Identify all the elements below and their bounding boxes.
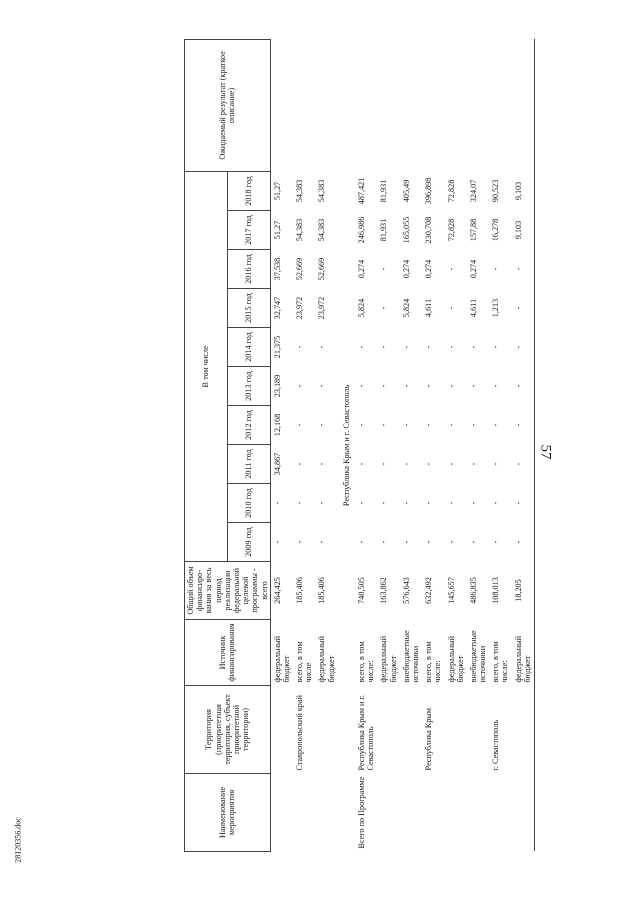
table-body-top — [270, 39, 338, 851]
year-value-cell: 0,274 — [357, 259, 366, 279]
year-value-cell: 54,383 — [295, 218, 305, 242]
year-value-cell: 37,538 — [272, 257, 282, 281]
territory-cell: Республика Крым — [424, 708, 434, 771]
year-value-cell: - — [491, 423, 501, 427]
year-value-cell: - — [357, 384, 366, 388]
year-value-cell: 0,274 — [424, 259, 434, 279]
year-value-cell: - — [272, 540, 282, 544]
year-value-cell: - — [446, 306, 456, 310]
year-value-cell: 5,824 — [401, 298, 411, 318]
territory-cell — [315, 686, 337, 774]
year-value-cell: - — [357, 462, 366, 466]
year-value-cell: - — [317, 345, 327, 349]
year-value-cell: 90,523 — [491, 179, 501, 203]
year-value-cell: - — [446, 462, 456, 466]
total-cell: 486,835 — [468, 577, 478, 604]
total-cell: 576,643 — [401, 577, 411, 604]
territory-cell — [512, 686, 535, 774]
header-territory: Территория (приоритетная территория, субъект приоритетной территории) — [185, 686, 271, 774]
measure-cell — [422, 774, 444, 852]
total-cell: 163,862 — [379, 577, 389, 604]
measure-cell — [293, 774, 315, 852]
year-value-cell: 34,867 — [272, 452, 282, 476]
total-cell: 18,205 — [513, 579, 523, 602]
total-cell: 740,505 — [357, 577, 366, 604]
page-number: 57 — [537, 444, 554, 460]
year-value-cell: - — [424, 345, 434, 349]
source-cell: федеральный бюджет — [379, 635, 398, 683]
region-section — [338, 39, 355, 851]
year-value-cell: 4,611 — [468, 298, 478, 318]
year-value-cell: - — [379, 501, 389, 505]
year-value-cell: - — [468, 384, 478, 388]
table-row — [467, 39, 489, 851]
territory-cell — [400, 686, 422, 774]
territory-cell: Республика Крым и г. Севастополь — [357, 695, 376, 771]
year-value-cell: - — [446, 501, 456, 505]
expected-cell — [355, 39, 377, 171]
year-value-cell: - — [401, 423, 411, 427]
year-value-cell: 23,189 — [272, 374, 282, 398]
year-value-cell: - — [401, 345, 411, 349]
table-row — [422, 39, 444, 851]
header-year: 2012 год — [227, 406, 270, 445]
header-year: 2015 год — [227, 289, 270, 328]
year-value-cell: - — [513, 501, 523, 505]
measure-cell — [467, 774, 489, 852]
expected-cell — [400, 39, 422, 171]
measure-cell — [377, 774, 399, 852]
year-value-cell: - — [424, 462, 434, 466]
table-row — [400, 39, 422, 851]
year-value-cell: 396,898 — [424, 177, 434, 205]
year-value-cell: 4,611 — [424, 298, 434, 318]
year-value-cell: 52,669 — [295, 257, 305, 281]
year-value-cell: - — [295, 540, 305, 544]
source-cell: федеральный бюджет — [317, 635, 336, 683]
year-value-cell: - — [401, 462, 411, 466]
expected-cell — [489, 39, 511, 171]
source-cell: федеральный бюджет — [446, 635, 465, 683]
year-value-cell: - — [357, 540, 366, 544]
region-row — [338, 39, 355, 851]
header-year: 2017 год — [227, 211, 270, 250]
year-value-cell: - — [295, 462, 305, 466]
total-cell: 185,406 — [317, 577, 327, 604]
separator-line — [535, 39, 536, 851]
year-value-cell: 21,375 — [272, 335, 282, 359]
source-cell: внебюджетные источники — [401, 630, 420, 683]
header-year: 2013 год — [227, 367, 270, 406]
year-value-cell: 81,931 — [379, 179, 389, 203]
year-value-cell: 1,213 — [491, 298, 501, 318]
year-value-cell: 23,972 — [317, 296, 327, 320]
header-source: Источник финансирования — [185, 620, 271, 686]
header-year: 2010 год — [227, 484, 270, 523]
year-value-cell: 32,747 — [272, 296, 282, 320]
table-bottom-rule — [535, 39, 536, 851]
expected-cell — [512, 39, 535, 171]
year-value-cell: - — [513, 345, 523, 349]
measure-cell — [489, 774, 511, 852]
year-value-cell: - — [491, 462, 501, 466]
expected-cell — [422, 39, 444, 171]
year-value-cell: - — [491, 267, 501, 271]
territory-cell — [445, 686, 467, 774]
source-cell: всего, в том числе — [295, 641, 314, 683]
year-value-cell: - — [491, 501, 501, 505]
year-value-cell: - — [491, 540, 501, 544]
year-value-cell: - — [491, 345, 501, 349]
year-value-cell: - — [468, 423, 478, 427]
year-value-cell: 324,07 — [468, 179, 478, 203]
year-value-cell: 246,986 — [357, 216, 366, 244]
year-value-cell: - — [513, 462, 523, 466]
year-value-cell: - — [446, 345, 456, 349]
year-value-cell: - — [317, 423, 327, 427]
source-cell: всего, в том числе: — [491, 641, 510, 683]
year-value-cell: 16,278 — [491, 218, 501, 242]
year-value-cell: - — [295, 423, 305, 427]
header-year: 2009 год — [227, 523, 270, 562]
year-value-cell: - — [491, 384, 501, 388]
table-body-bottom — [355, 39, 535, 851]
year-value-cell: 487,421 — [357, 177, 366, 205]
year-value-cell: - — [424, 423, 434, 427]
measure-cell — [445, 774, 467, 852]
year-value-cell: - — [379, 540, 389, 544]
total-cell: 632,492 — [424, 577, 434, 604]
year-value-cell: - — [379, 423, 389, 427]
document-code: 28120356.doc — [13, 817, 23, 863]
table-row — [377, 39, 399, 851]
source-cell: всего, в том числе: — [424, 641, 443, 683]
rotated-table-container — [184, 40, 640, 852]
year-value-cell: 12,168 — [272, 413, 282, 437]
year-value-cell: - — [424, 540, 434, 544]
year-value-cell: - — [295, 384, 305, 388]
year-value-cell: - — [446, 423, 456, 427]
year-value-cell: 72,828 — [446, 179, 456, 203]
year-value-cell: 405,49 — [401, 179, 411, 203]
year-value-cell: - — [513, 267, 523, 271]
source-cell: внебюджетные источники — [468, 630, 488, 683]
measure-cell — [270, 774, 293, 852]
year-value-cell: - — [468, 540, 478, 544]
year-value-cell: - — [317, 501, 327, 505]
year-value-cell: - — [401, 501, 411, 505]
table-row — [293, 39, 315, 851]
year-value-cell: - — [468, 345, 478, 349]
year-value-cell: - — [446, 540, 456, 544]
year-value-cell: 72,828 — [446, 218, 456, 242]
header-year: 2014 год — [227, 328, 270, 367]
year-value-cell: - — [401, 540, 411, 544]
year-value-cell: 157,88 — [468, 218, 478, 242]
year-value-cell: 54,383 — [295, 179, 305, 203]
year-value-cell: - — [513, 306, 523, 310]
total-cell: 145,657 — [446, 577, 456, 604]
measure-cell: Всего по Программе — [357, 776, 366, 849]
year-value-cell: 230,708 — [424, 216, 434, 244]
table-row — [445, 39, 467, 851]
year-value-cell: - — [424, 384, 434, 388]
header-year: 2011 год — [227, 445, 270, 484]
year-value-cell: - — [317, 540, 327, 544]
year-value-cell: - — [379, 384, 389, 388]
table-row — [489, 39, 511, 851]
total-cell: 108,013 — [491, 577, 501, 604]
year-value-cell: 54,383 — [317, 218, 327, 242]
financing-table — [184, 39, 535, 852]
source-cell: федеральный бюджет — [513, 635, 532, 683]
measure-cell — [400, 774, 422, 852]
year-value-cell: - — [295, 345, 305, 349]
year-value-cell: - — [513, 540, 523, 544]
year-value-cell: - — [379, 306, 389, 310]
table-row — [270, 39, 293, 851]
year-value-cell: 165,055 — [401, 216, 411, 244]
measure-cell — [512, 774, 535, 852]
year-value-cell: 52,669 — [317, 257, 327, 281]
territory-cell — [270, 686, 293, 774]
expected-cell — [467, 39, 489, 171]
total-cell: 185,406 — [295, 577, 305, 604]
header-total: Общий объем финансиро-вания за весь период реализации федеральной целевой программы - всего — [185, 562, 271, 620]
year-value-cell: 54,383 — [317, 179, 327, 203]
year-value-cell: 9,103 — [513, 220, 523, 240]
year-value-cell: - — [357, 501, 366, 505]
year-value-cell: - — [513, 384, 523, 388]
source-cell: федеральный бюджет — [272, 635, 291, 683]
year-value-cell: - — [468, 501, 478, 505]
territory-cell — [377, 686, 399, 774]
measure-cell — [315, 774, 337, 852]
year-value-cell: - — [357, 423, 366, 427]
year-value-cell: - — [272, 501, 282, 505]
header-incl: В том числе — [185, 171, 228, 561]
year-value-cell: - — [424, 501, 434, 505]
year-value-cell: 9,103 — [513, 181, 523, 201]
expected-cell — [445, 39, 467, 171]
table-row — [355, 39, 377, 851]
year-value-cell: - — [468, 462, 478, 466]
year-value-cell: - — [379, 267, 389, 271]
header-expected: Ожидаемый результат (краткое описание) — [185, 39, 271, 171]
year-value-cell: - — [513, 423, 523, 427]
year-value-cell: - — [379, 345, 389, 349]
year-value-cell: - — [317, 462, 327, 466]
year-value-cell: 23,972 — [295, 296, 305, 320]
year-value-cell: - — [446, 384, 456, 388]
year-value-cell: 81,931 — [379, 218, 389, 242]
expected-cell — [293, 39, 315, 171]
year-value-cell: 5,824 — [357, 298, 366, 318]
year-value-cell: - — [357, 345, 366, 349]
year-value-cell: - — [317, 384, 327, 388]
total-cell: 264,425 — [272, 577, 282, 604]
header-measure: Наименование мероприятия — [185, 774, 271, 852]
expected-cell — [377, 39, 399, 171]
territory-cell: г. Севастополь — [491, 720, 501, 771]
region-title: Республика Крым и г. Севастополь — [341, 384, 351, 507]
year-value-cell: 0,274 — [468, 259, 478, 279]
year-value-cell: - — [401, 384, 411, 388]
header-year: 2016 год — [227, 250, 270, 289]
expected-cell — [270, 39, 293, 171]
source-cell: всего, в том числе: — [357, 641, 376, 683]
table-row — [315, 39, 337, 851]
year-value-cell: 51,27 — [272, 220, 282, 240]
expected-cell — [315, 39, 337, 171]
year-value-cell: - — [446, 267, 456, 271]
header-year: 2018 год — [227, 171, 270, 210]
year-value-cell: 0,274 — [401, 259, 411, 279]
year-value-cell: - — [379, 462, 389, 466]
table-row — [512, 39, 535, 851]
territory-cell: Ставропольский край — [295, 695, 305, 771]
year-value-cell: 51,27 — [272, 181, 282, 201]
year-value-cell: - — [295, 501, 305, 505]
territory-cell — [467, 686, 489, 774]
